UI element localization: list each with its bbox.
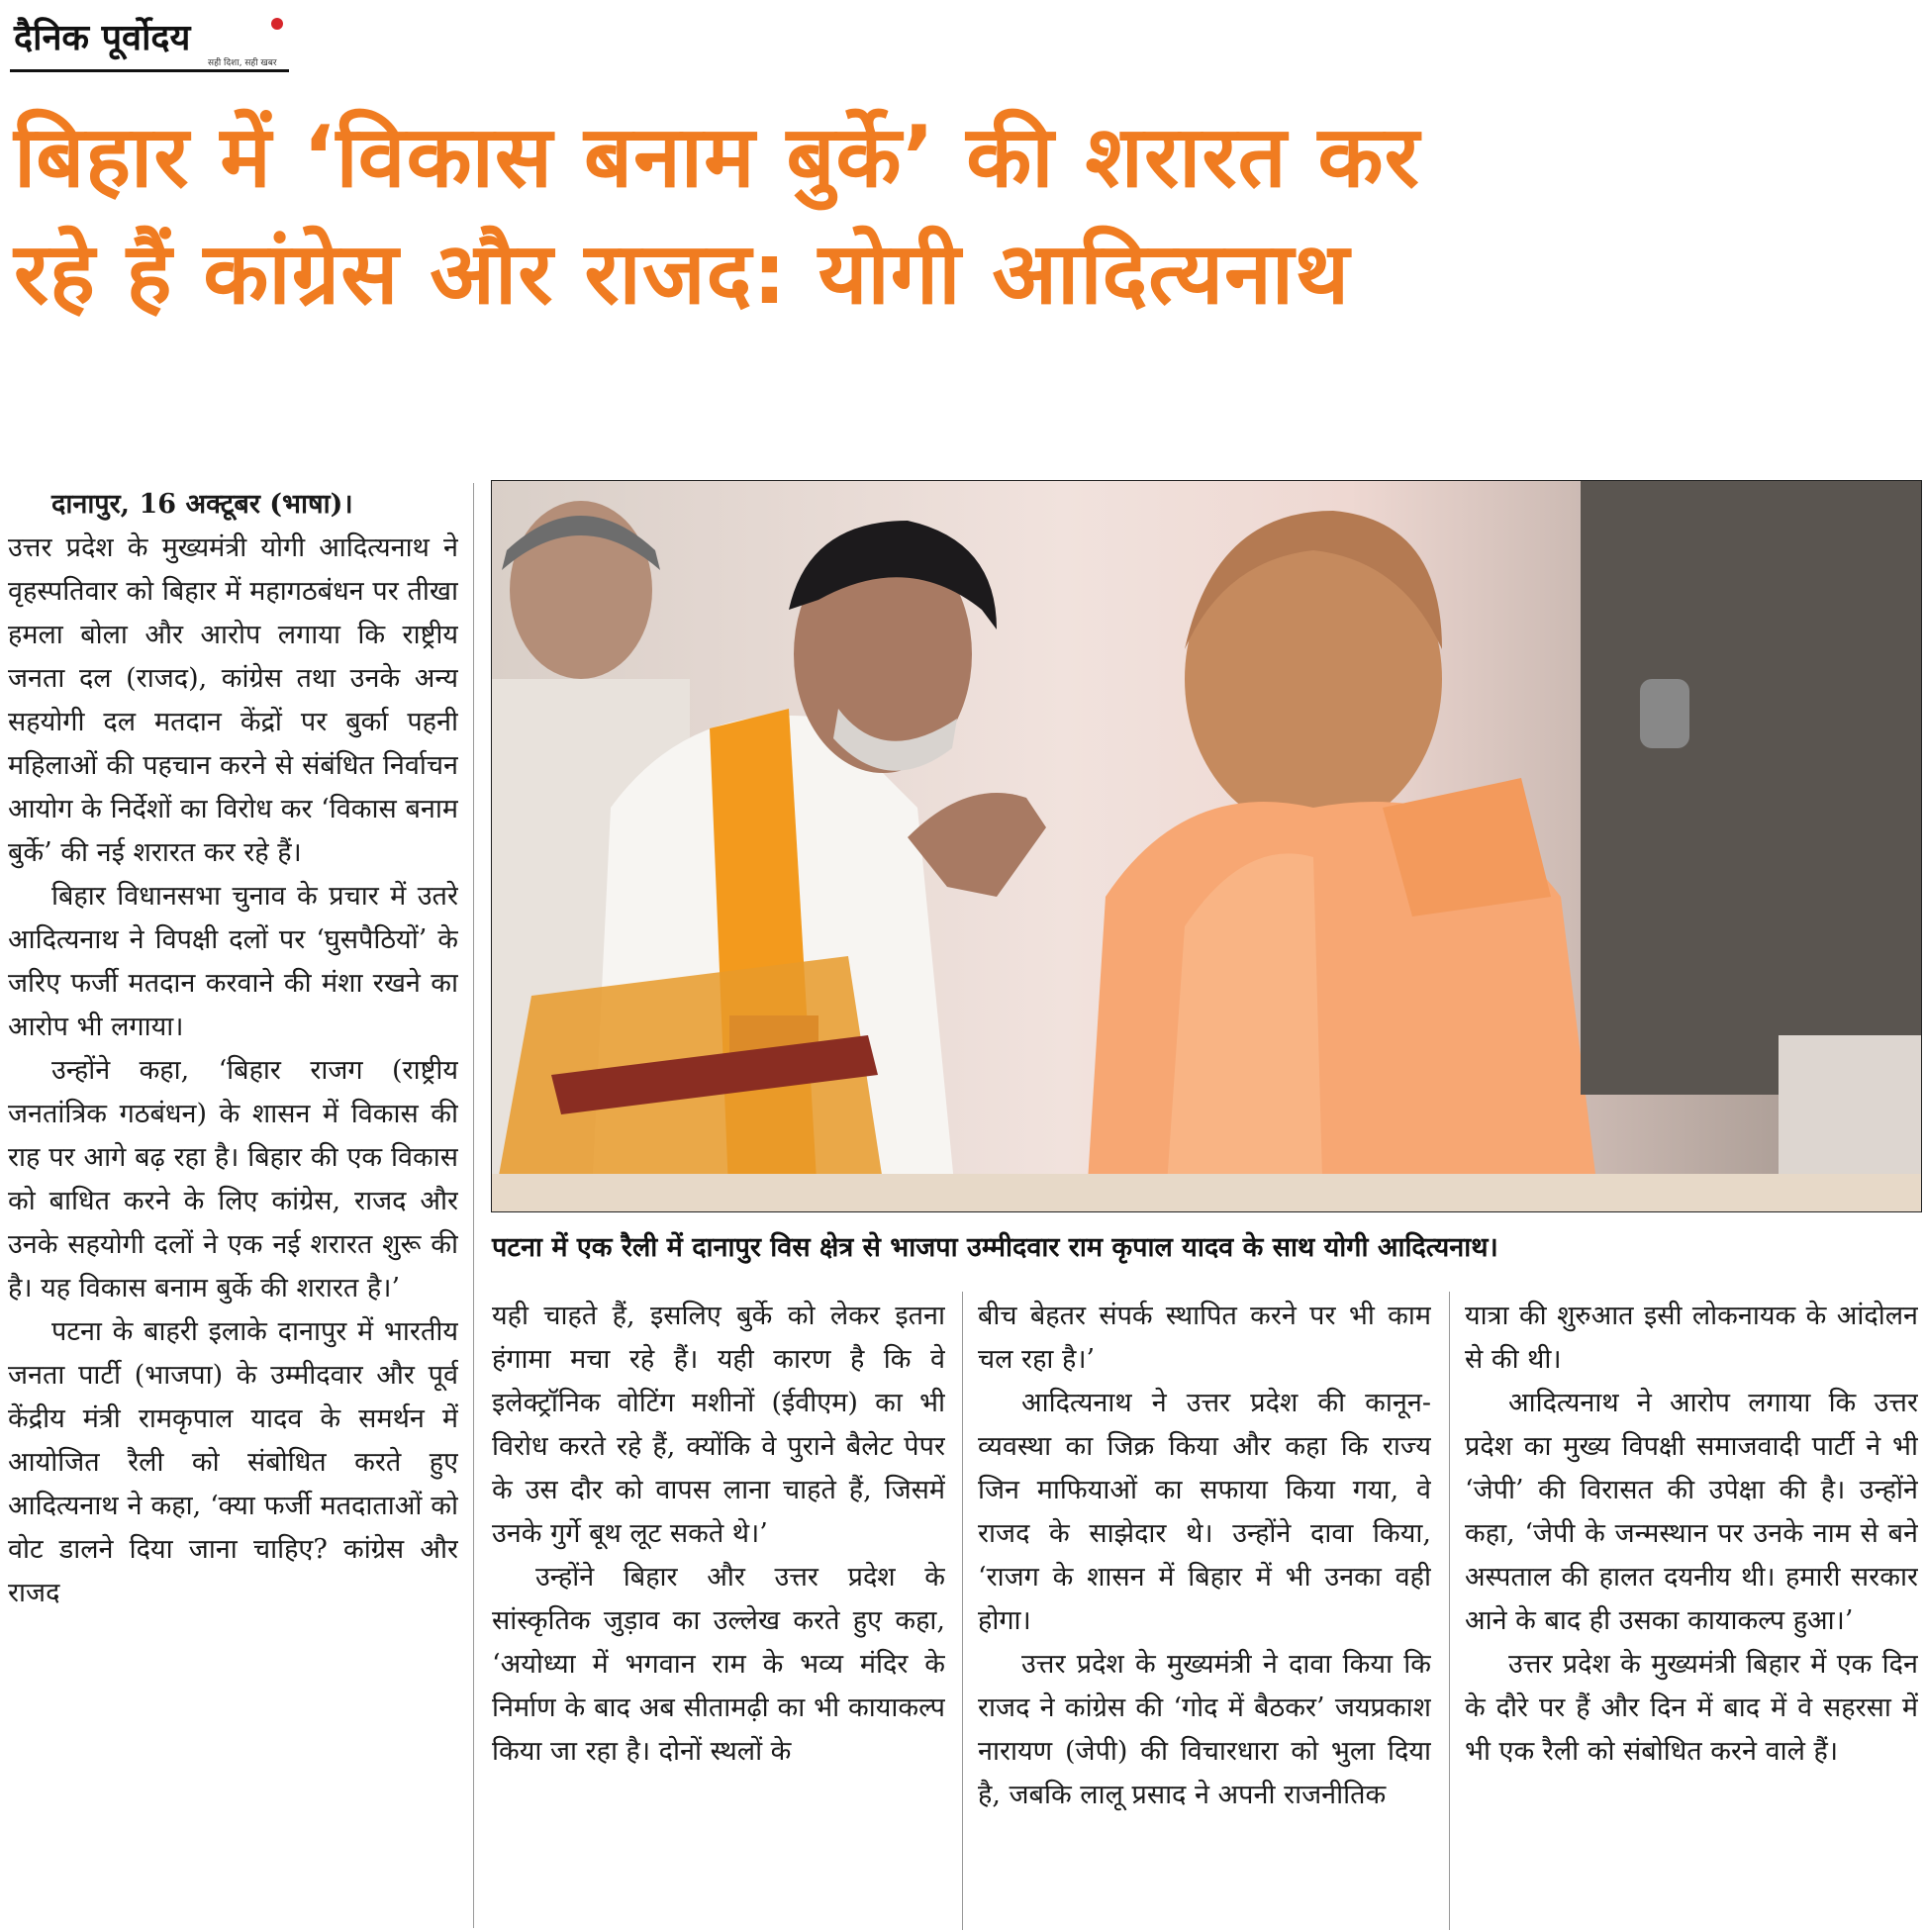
paragraph: उन्होंने कहा, ‘बिहार राजग (राष्ट्रीय जनतांत्रिक गठबंधन) के शासन में विकास की राह पर आगे बढ़ रहा है। बिहार की एक विकास को बाधित करने के लिए कांग्रेस, राजद और उनके सहयोगी दलों ने एक नई शरारत शुरू की है। यह विकास बनाम बुर्के की शरारत है।’	[8, 1055, 458, 1304]
paragraph: यात्रा की शुरुआत इसी लोकनायक के आंदोलन से की थी।	[1465, 1301, 1918, 1375]
article-column-2	[492, 1295, 945, 1932]
article-column-4	[1465, 1295, 1918, 1932]
masthead-title: दैनिक पूर्वोदय	[14, 18, 191, 58]
paragraph: उत्तर प्रदेश के मुख्यमंत्री ने दावा किया कि राजद ने कांग्रेस की ‘गोद में बैठकर’ जयप्रकाश नारायण (जेपी) की विचारधारा को भुला दिया है, जबकि लालू प्रसाद ने अपनी राजनीतिक	[978, 1649, 1431, 1810]
photo-caption: पटना में एक रैली में दानापुर विस क्षेत्र से भाजपा उम्मीदवार राम कृपाल यादव के साथ योगी आदित्यनाथ।	[492, 1232, 1498, 1263]
masthead-tagline: सही दिशा, सही खबर	[208, 58, 277, 68]
photo-illustration	[492, 481, 1921, 1211]
masthead	[10, 6, 289, 72]
paragraph: बीच बेहतर संपर्क स्थापित करने पर भी काम चल रहा है।’	[978, 1301, 1431, 1375]
paragraph: पटना के बाहरी इलाके दानापुर में भारतीय जनता पार्टी (भाजपा) के उम्मीदवार और पूर्व केंद्रीय मंत्री रामकृपाल यादव के समर्थन में आयोजित रैली को संबोधित करते हुए आदित्यनाथ ने कहा, ‘क्या फर्जी मतदाताओं को वोट डालने दिया जाना चाहिए? कांग्रेस और राजद	[8, 1316, 458, 1608]
paragraph: आदित्यनाथ ने उत्तर प्रदेश की कानून-व्यवस्था का जिक्र किया और कहा कि राज्य जिन माफियाओं का सफाया किया गया, वे राजद के साझेदार थे। उन्होंने दावा किया, ‘राजग के शासन में बिहार में भी उनका वही होगा।	[978, 1388, 1431, 1636]
column-divider	[473, 483, 474, 1928]
paragraph: यही चाहते हैं, इसलिए बुर्के को लेकर इतना हंगामा मचा रहे हैं। यही कारण है कि वे इलेक्ट्रॉनिक वोटिंग मशीनों (ईवीएम) का भी विरोध करते रहे हैं, क्योंकि वे पुराने बैलेट पेपर के उस दौर को वापस लाना चाहते हैं, जिसमें उनके गुर्गे बूथ लूट सकते थे।’	[492, 1301, 945, 1549]
article-column-3	[978, 1295, 1431, 1932]
column-divider	[1449, 1292, 1450, 1930]
paragraph: उन्होंने बिहार और उत्तर प्रदेश के सांस्कृतिक जुड़ाव का उल्लेख करते हुए कहा, ‘अयोध्या में भगवान राम के भव्य मंदिर के निर्माण के बाद अब सीतामढ़ी का भी कायाकल्प किया जा रहा है। दोनों स्थलों के	[492, 1562, 945, 1767]
headline-line-1: बिहार में ‘विकास बनाम बुर्के’ की शरारत कर	[14, 108, 1420, 207]
paragraph: आदित्यनाथ ने आरोप लगाया कि उत्तर प्रदेश का मुख्य विपक्षी समाजवादी पार्टी ने भी ‘जेपी’ की विरासत की उपेक्षा की है। उन्होंने कहा, ‘जेपी के जन्मस्थान पर उनके नाम से बने अस्पताल की हालत दयनीय थी। हमारी सरकार आने के बाद ही उसका कायाकल्प हुआ।’	[1465, 1388, 1918, 1636]
news-photo	[491, 480, 1922, 1212]
paragraph: बिहार विधानसभा चुनाव के प्रचार में उतरे आदित्यनाथ ने विपक्षी दलों पर ‘घुसपैठियों’ के जरिए फर्जी मतदान करवाने की मंशा रखने का आरोप भी लगाया।	[8, 881, 458, 1042]
column-divider	[962, 1292, 963, 1930]
paragraph: उत्तर प्रदेश के मुख्यमंत्री योगी आदित्यनाथ ने वृहस्पतिवार को बिहार में महागठबंधन पर तीखा हमला बोला और आरोप लगाया कि राष्ट्रीय जनता दल (राजद), कांग्रेस तथा उनके अन्य सहयोगी दल मतदान केंद्रों पर बुर्का पहनी महिलाओं की पहचान करने से संबंधित निर्वाचन आयोग के निर्देशों का विरोध कर ‘विकास बनाम बुर्के’ की नई शरारत कर रहे हैं।	[8, 532, 458, 868]
headline	[14, 99, 1914, 333]
dateline: दानापुर, 16 अक्टूबर (भाषा)।	[51, 489, 353, 520]
article-column-1	[8, 483, 458, 1932]
headline-line-2: रहे हैं कांग्रेस और राजद: योगी आदित्यनाथ	[14, 225, 1351, 324]
paragraph: उत्तर प्रदेश के मुख्यमंत्री बिहार में एक दिन के दौरे पर हैं और दिन में बाद में वे सहरसा में भी एक रैली को संबोधित करने वाले हैं।	[1465, 1649, 1918, 1767]
masthead-logo-dot	[271, 18, 283, 30]
